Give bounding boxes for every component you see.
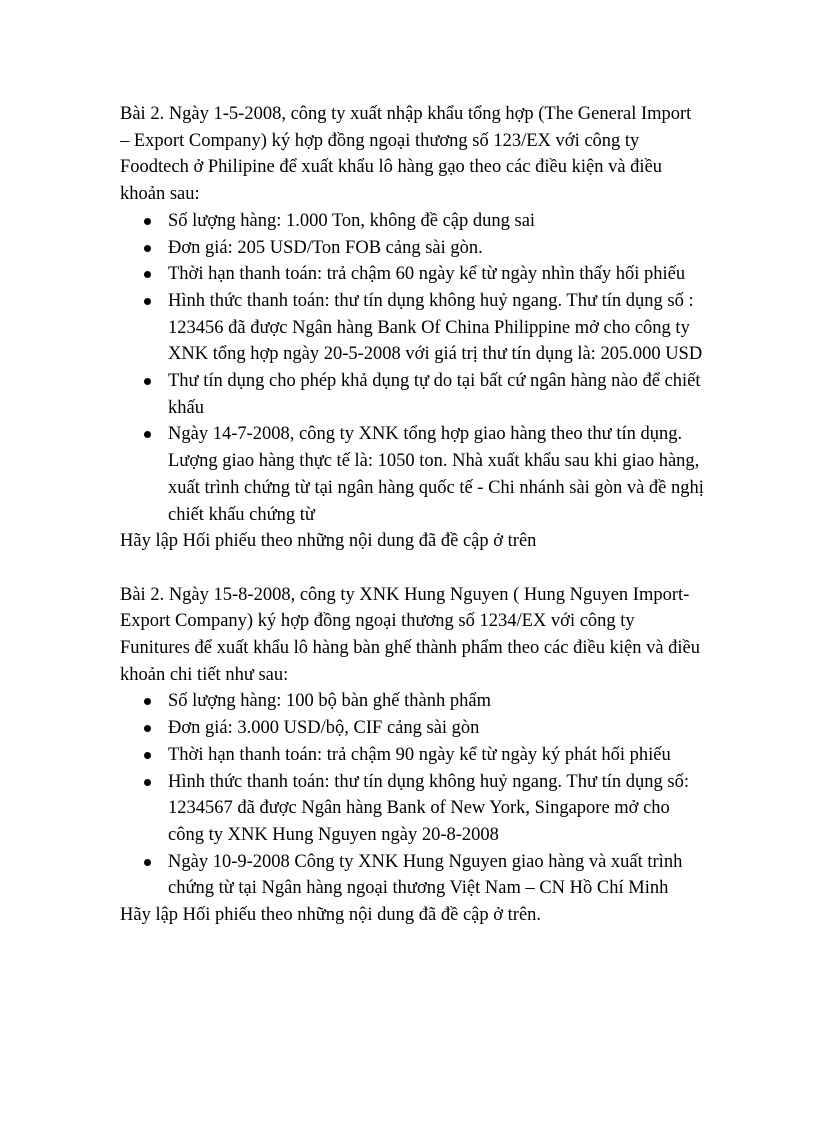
list-item-text: Hình thức thanh toán: thư tín dụng không huỷ ngang. Thư tín dụng số: 1234567 đã được Ngân hàng Bank of New York, Singapore mở cho công ty XNK Hung Nguyen ngày 20-8-2008 <box>168 771 689 845</box>
list-item-text: Ngày 10-9-2008 Công ty XNK Hung Nguyen giao hàng và xuất trình chứng từ tại Ngân hàng ngoại thương Việt Nam – CN Hồ Chí Minh <box>168 851 683 899</box>
exercise-2-conditions-list <box>120 688 705 902</box>
bullet-icon <box>144 752 151 759</box>
bullet-icon <box>144 779 151 786</box>
list-item <box>120 849 705 902</box>
bullet-icon <box>144 245 151 252</box>
exercise-1-conditions-list <box>120 208 705 528</box>
list-item <box>120 715 705 742</box>
exercise-2-intro: Bài 2. Ngày 15-8-2008, công ty XNK Hung Nguyen ( Hung Nguyen Import-Export Company) ký hợp đồng ngoại thương số 1234/EX với công ty Funitures để xuất khẩu lô hàng bàn ghế thành phẩm theo các điều kiện và điều khoản chi tiết như sau: <box>120 584 701 685</box>
bullet-icon <box>144 218 151 225</box>
list-item <box>120 368 705 421</box>
list-item-text: Ngày 14-7-2008, công ty XNK tổng hợp giao hàng theo thư tín dụng. Lượng giao hàng thực tế là: 1050 ton. Nhà xuất khẩu sau khi giao hàng, xuất trình chứng từ tại ngân hàng quốc tế - Chi nhánh sài gòn và đề nghị chiết khấu chứng từ <box>168 424 704 525</box>
list-item <box>120 688 705 715</box>
bullet-icon <box>144 698 151 705</box>
paragraph-spacer <box>120 555 705 582</box>
list-item-text: Thư tín dụng cho phép khả dụng tự do tại bất cứ ngân hàng nào để chiết khấu <box>168 371 701 418</box>
list-item-text: Thời hạn thanh toán: trả chậm 90 ngày kể từ ngày ký phát hối phiếu <box>168 744 671 765</box>
list-item <box>120 769 705 849</box>
list-item-text: Số lượng hàng: 1.000 Ton, không đề cập dung sai <box>168 210 536 231</box>
list-item <box>120 235 705 262</box>
bullet-icon <box>144 431 151 438</box>
list-item-text: Số lượng hàng: 100 bộ bàn ghế thành phẩm <box>168 691 491 712</box>
exercise-2-task: Hãy lập Hối phiếu theo những nội dung đã đề cập ở trên. <box>120 905 542 926</box>
list-item-text: Hình thức thanh toán: thư tín dụng không huỷ ngang. Thư tín dụng số : 123456 đã được Ngân hàng Bank Of China Philippine mở cho công ty XNK tổng hợp ngày 20-5-2008 với giá trị thư tín dụng là: 205.000 USD <box>168 290 703 365</box>
list-item <box>120 742 705 769</box>
list-item <box>120 288 705 368</box>
document-page <box>120 101 705 929</box>
bullet-icon <box>144 378 151 385</box>
list-item-text: Đơn giá: 205 USD/Ton FOB cảng sài gòn. <box>168 237 483 258</box>
list-item <box>120 208 705 235</box>
list-item <box>120 261 705 288</box>
exercise-1-task: Hãy lập Hối phiếu theo những nội dung đã đề cập ở trên <box>120 531 537 552</box>
bullet-icon <box>144 859 151 866</box>
bullet-icon <box>144 271 151 278</box>
list-item-text: Thời hạn thanh toán: trả chậm 60 ngày kể từ ngày nhìn thấy hối phiếu <box>168 264 686 285</box>
list-item-text: Đơn giá: 3.000 USD/bộ, CIF cảng sài gòn <box>168 718 480 739</box>
list-item <box>120 421 705 528</box>
bullet-icon <box>144 298 151 305</box>
exercise-1-intro: Bài 2. Ngày 1-5-2008, công ty xuất nhập khẩu tổng hợp (The General Import – Export Company) ký hợp đồng ngoại thương số 123/EX với công ty Foodtech ở Philipine để xuất khẩu lô hàng gạo theo các điều kiện và điều khoản sau: <box>120 104 692 205</box>
bullet-icon <box>144 725 151 732</box>
